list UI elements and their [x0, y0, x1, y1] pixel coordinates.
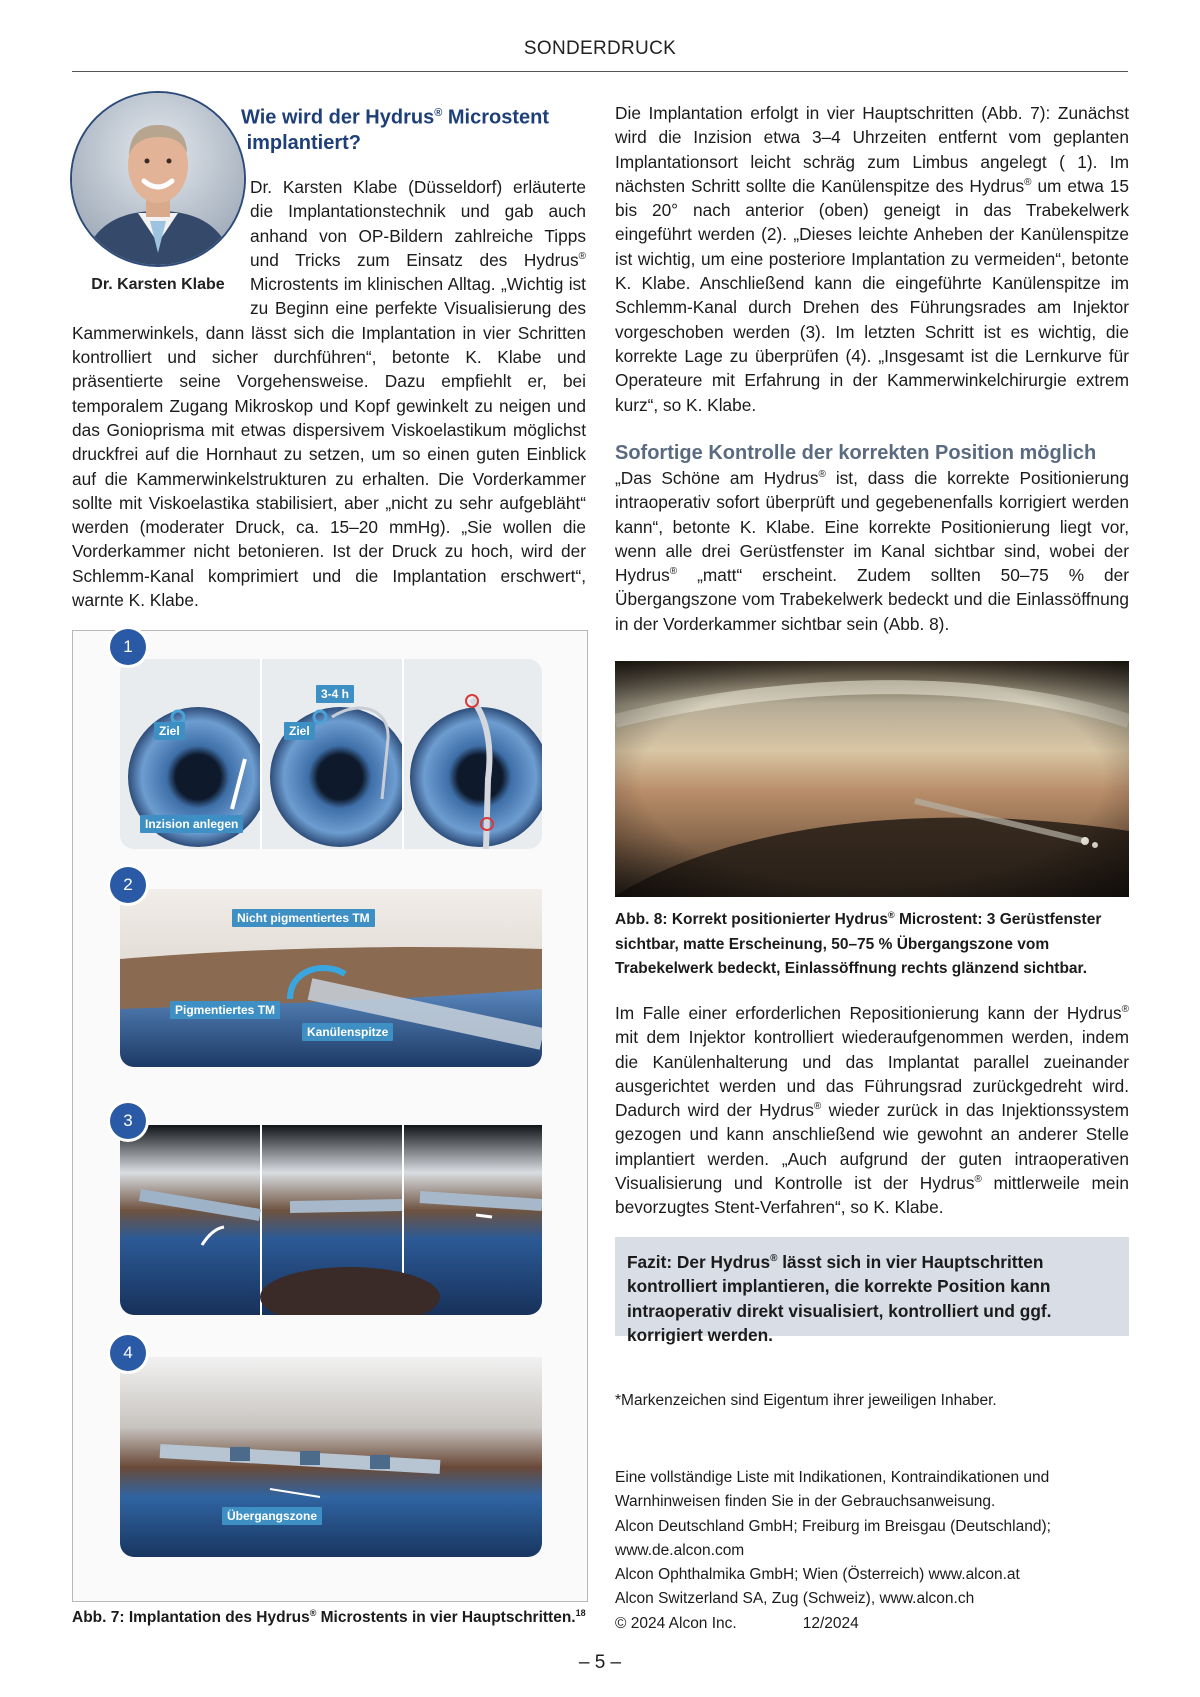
header-rule: [72, 71, 1128, 72]
legal-line-2: Alcon Deutschland GmbH; Freiburg im Breisgau (Deutschland); www.de.alcon.com: [615, 1517, 1051, 1559]
figure-7: [72, 630, 588, 1602]
legal-line-3: Alcon Ophthalmika GmbH; Wien (Österreich) www.alcon.at: [615, 1566, 1020, 1584]
implantation-steps-paragraph: Die Implantation erfolgt in vier Hauptschritten (Abb. 7): Zunächst wird die Inzision etwa 3–4 Uhrzeiten entfernt vom geplanten Implantationsort leicht schräg zum Limbus angelegt ( 1). Im nächsten Schritt sollte die Kanülenspitze des Hydrus® um etwa 15 bis 20° nach anterior (oben) geneigt in das Trabekelwerk eingeführt werden (2). „Dieses leichte Anheben der Kanülenspitze ist wichtig, um eine posteriore Implantation zu vermeiden“, betonte K. Klabe. Anschließend kann die eingeführte Kanülenspitze im Schlemm-Kanal durch Drehen des Führungsrades am Injektor vorgeschoben werden (3). Im letzten Schritt ist es wichtig, die korrekte Lage zu überprüfen (4). „Insgesamt ist die Lernkurve für Operateure mit Erfahrung in der Kammerwinkelchirurgie extrem kurz“, so K. Klabe.: [615, 103, 1129, 415]
legal-line-5: © 2024 Alcon Inc. 12/2024: [615, 1614, 859, 1632]
running-header: SONDERDRUCK: [523, 38, 677, 59]
step-3-panel: [120, 1125, 542, 1315]
conclusion-text: Fazit: Der Hydrus® lässt sich in vier Hauptschritten kontrolliert implantieren, die korrekte Position kann intraoperativ direkt visualisiert, kontrolliert und ggf. korrigiert werden.: [627, 1251, 1052, 1346]
label-hours: 3-4 h: [316, 685, 354, 703]
label-transition-zone: Übergangszone: [222, 1507, 322, 1525]
step-4-badge: 4: [110, 1335, 146, 1371]
figure-8-caption: Abb. 8: Korrekt positionierter Hydrus® Microstent: 3 Gerüstfenster sichtbar, matte Erscheinung, 50–75 % Übergangszone vom Trabekelwerk bedeckt, Einlassöffnung rechts glänzend sichtbar.: [615, 910, 1102, 978]
article-title: Wie wird der Hydrus® Microstent implantiert?: [241, 106, 549, 154]
trademark-footnote: *Markenzeichen sind Eigentum ihrer jeweiligen Inhaber.: [615, 1392, 997, 1409]
position-control-paragraph: „Das Schöne am Hydrus® ist, dass die korrekte Positionierung intraoperativ sofort überprüft und gegebenenfalls korrigiert werden kann“, betonte K. Klabe. Eine korrekte Positionierung liegt vor, wenn alle drei Gerüstfenster im Kanal sichtbar sind, wobei der Hydrus® „matt“ erscheint. Zudem sollten 50–75 % der Übergangszone vom Trabekelwerk bedeckt und die Einlassöffnung in der Vorderkammer sichtbar sein (Abb. 8).: [615, 468, 1129, 634]
figure-7-caption: Abb. 7: Implantation des Hydrus® Microstents in vier Hauptschritten.$^{18}$: [72, 1608, 586, 1627]
label-non-pigmented-tm: Nicht pigmentiertes TM: [232, 909, 375, 927]
legal-line-1: Eine vollständige Liste mit Indikationen, Kontraindikationen und Warnhinweisen finden Sie in der Gebrauchsanweisung.: [615, 1469, 1050, 1511]
intro-paragraph: Dr. Karsten Klabe (Düsseldorf) erläuterte die Implantationstechnik und gab auch anhand von OP-Bildern zahlreiche Tipps und Tricks zum Einsatz des Hydrus® Microstents im klinischen Alltag. „Wichtig ist zu Beginn eine perfekte Visualisierung des Kammerwinkels, dann lässt sich die Implantation in vier Schritten kontrolliert und sicher durchführen“, betonte K. Klabe und präsentierte seine Vorgehensweise. Dazu empfiehlt er, bei temporalem Zugang Mikroskop und Kopf gewinkelt zu neigen und das Gonioprisma mit etwas dispersivem Viskoelastikum möglichst druckfrei auf die Hornhaut zu setzen, um so einen guten Einblick auf die Kammerwinkelstrukturen zu erhalten. Die Vorderkammer sollte mit Viskoelastika stabilisiert, aber „nicht zu sehr aufgebläht“ werden (moderater Druck, ca. 15–20 mmHg). „Sie wollen die Vorderkammer nicht betonieren. Ist der Druck zu hoch, wird der Schlemm-Kanal komprimiert und die Implantation erschwert“, warnte K. Klabe.: [72, 177, 586, 611]
label-cannula-tip: Kanülenspitze: [302, 1023, 393, 1041]
step-4-panel: [120, 1357, 542, 1557]
step-1-badge: 1: [110, 629, 146, 665]
portrait-caption: Dr. Karsten Klabe: [91, 276, 225, 293]
step-1-panel: [120, 659, 542, 849]
repositioning-paragraph: Im Falle einer erforderlichen Repositionierung kann der Hydrus® mit dem Injektor kontrolliert wiederaufgenommen werden, indem die Kanülenhalterung und das Implantat parallel zueinander ausgerichtet werden und das Führungsrad zurückgedreht wird. Dadurch wird der Hydrus® wieder zurück in das Injektionssystem gezogen und kann anschließend wie gewohnt an anderer Stelle implantiert werden. „Auch aufgrund der guten intraoperativen Visualisierung und Kontrolle ist der Hydrus® mittlerweile mein bevorzugtes Stent-Verfahren“, so K. Klabe.: [615, 1003, 1129, 1218]
step-2-panel: [120, 889, 542, 1067]
label-ziel-1: Ziel: [154, 722, 185, 740]
label-incision: Inzision anlegen: [140, 815, 243, 833]
label-ziel-2: Ziel: [284, 722, 315, 740]
conclusion-box: [615, 1237, 1129, 1346]
figure-8-photo: [615, 661, 1129, 897]
legal-line-4: Alcon Switzerland SA, Zug (Schweiz), www.alcon.ch: [615, 1590, 975, 1608]
page-number: – 5 –: [578, 1652, 622, 1673]
step-3-badge: 3: [110, 1103, 146, 1139]
legal-notice: [615, 1466, 1129, 1636]
label-pigmented-tm: Pigmentiertes TM: [170, 1001, 280, 1019]
section-subheading: Sofortige Kontrolle der korrekten Position möglich: [615, 442, 1097, 464]
step-2-badge: 2: [110, 867, 146, 903]
